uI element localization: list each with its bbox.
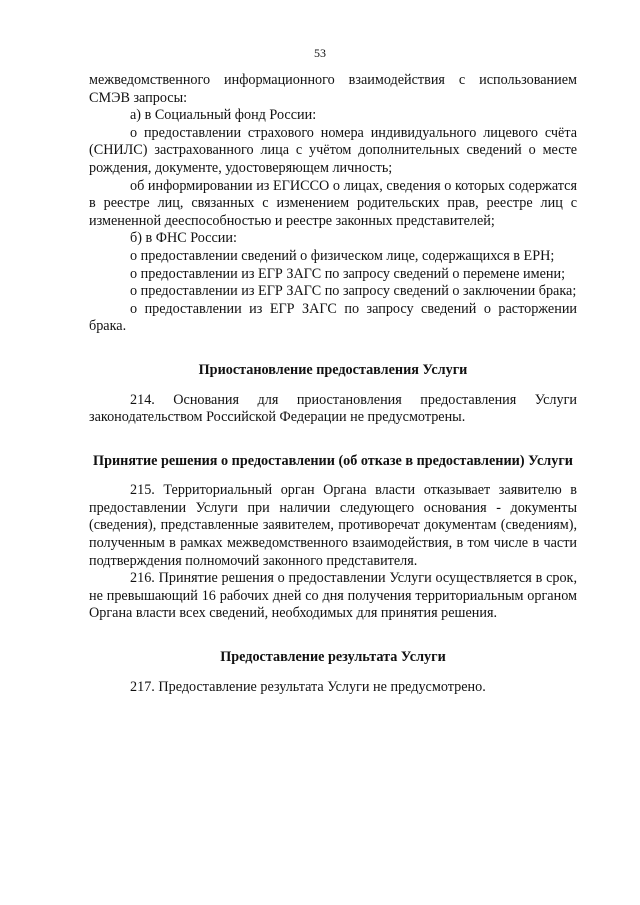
paragraph-marriage-request: о предоставлении из ЕГР ЗАГС по запросу сведений о заключении брака;	[130, 283, 577, 300]
paragraph-ern-request: о предоставлении сведений о физическом лице, содержащихся в ЕРН;	[130, 247, 555, 264]
heading-result: Предоставление результата Услуги	[220, 649, 446, 666]
paragraph-item-fns: б) в ФНС России:	[130, 230, 237, 247]
paragraph-217: 217. Предоставление результата Услуги не предусмотрено.	[130, 678, 486, 695]
page-number: 53	[314, 46, 326, 60]
paragraph-214: 214. Основания для приостановления предоставления Услуги законодательством Российской Федерации не предусмотрены.	[89, 391, 577, 426]
paragraph-snils-request: о предоставлении страхового номера индивидуального лицевого счёта (СНИЛС) застрахованного лица с учётом дополнительных сведений о месте рождения, документе, удостоверяющем личность;	[89, 124, 577, 176]
paragraph-continuation: межведомственного информационного взаимодействия с использованием СМЭВ запросы:	[89, 72, 577, 106]
paragraph-egisso-request: об информировании из ЕГИССО о лицах, сведения о которых содержатся в реестре лиц, связанных с изменением родительских прав, реестре лиц с измененной дееспособностью и реестре законных представителей;	[89, 177, 577, 229]
page-content	[89, 72, 577, 696]
paragraph-name-change-request: о предоставлении из ЕГР ЗАГС по запросу сведений о перемене имени;	[130, 265, 566, 282]
heading-suspension: Приостановление предоставления Услуги	[198, 361, 468, 378]
paragraph-item-sfr: а) в Социальный фонд России:	[130, 107, 317, 124]
paragraph-216: 216. Принятие решения о предоставлении Услуги осуществляется в срок, не превышающий 16 рабочих дней со дня получения территориальным органом Органа власти всех сведений, необходимых для принятия решения.	[89, 570, 577, 622]
heading-decision: Принятие решения о предоставлении (об отказе в предоставлении) Услуги	[93, 452, 573, 469]
paragraph-215: 215. Территориальный орган Органа власти отказывает заявителю в предоставлении Услуги при наличии следующего основания - документы (сведения), представленные заявителем, противоречат документам (сведениям), полученным в рамках межведомственного взаимодействия, в том числе в части подтверждения полномочий законного представителя.	[89, 482, 577, 569]
paragraph-divorce-request: о предоставлении из ЕГР ЗАГС по запросу сведений о расторжении брака.	[89, 300, 577, 335]
